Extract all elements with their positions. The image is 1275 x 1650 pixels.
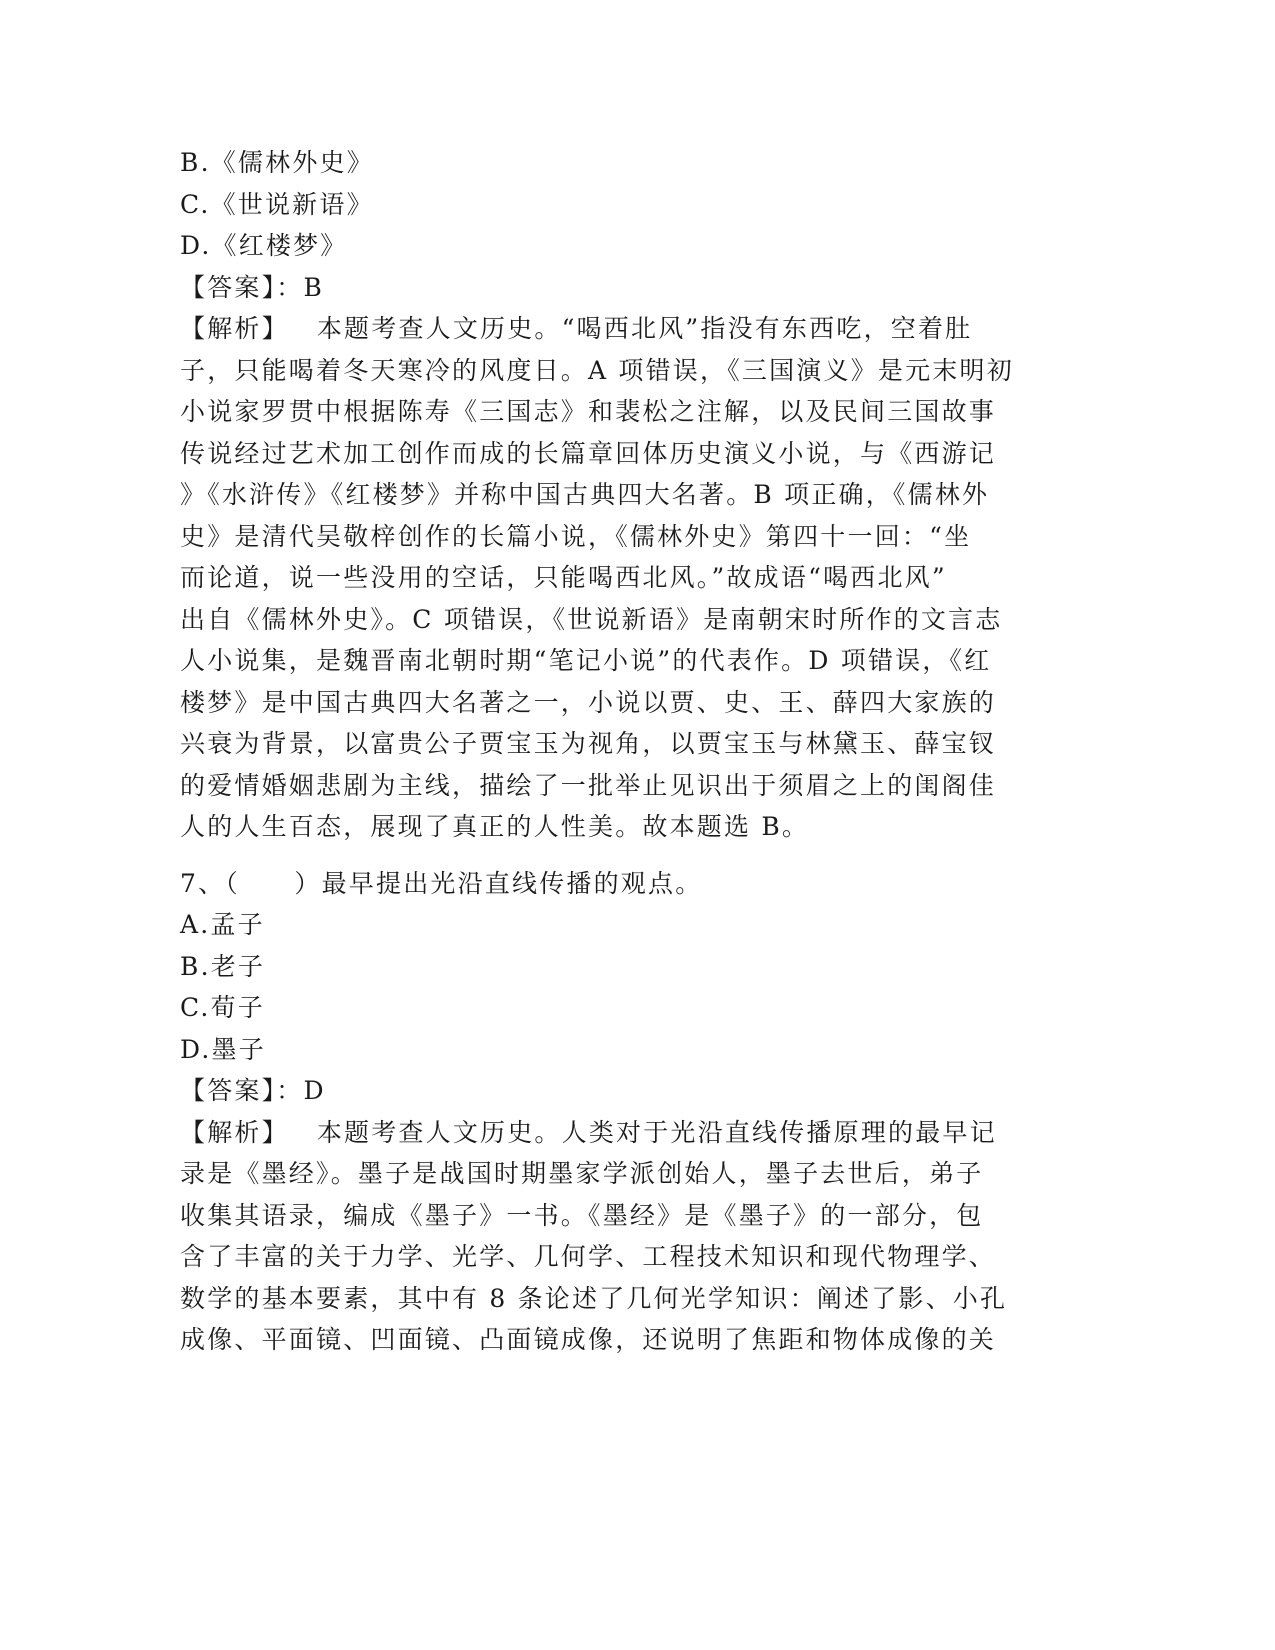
analysis-line: 出自《儒林外史》。C 项错误，《世说新语》是南朝宋时所作的文言志	[180, 604, 1003, 634]
analysis-line: 子，只能喝着冬天寒冷的风度日。A 项错误，《三国演义》是元末明初	[180, 355, 1014, 385]
question-stem: 7、（ ）最早提出光沿直线传播的观点。	[180, 868, 703, 898]
question-spacer	[180, 848, 1030, 863]
analysis-label: 【解析】	[180, 314, 289, 343]
analysis-line: 人的人生百态，展现了真正的人性美。故本题选 B。	[180, 812, 810, 841]
analysis-line: 收集其语录，编成《墨子》一书。《墨经》是《墨子》的一部分，包	[180, 1200, 984, 1230]
option-b: B.老子	[180, 951, 266, 981]
analysis-line: 小说家罗贯中根据陈寿《三国志》和裴松之注解，以及民间三国故事	[180, 397, 997, 426]
answer-line: 【答案】：B	[180, 272, 325, 302]
option-d: D.《红楼梦》	[180, 231, 348, 260]
analysis-first-line	[180, 308, 1030, 350]
analysis-label: 【解析】	[180, 1117, 289, 1147]
option-d: D.墨子	[180, 1034, 266, 1064]
analysis-line: 》《水浒传》《红楼梦》并称中国古典四大名著。B 项正确，《儒林外	[180, 480, 990, 509]
analysis-text: 本题考查人文历史。人类对于光沿直线传播原理的最早记	[316, 1117, 997, 1147]
analysis-line: 而论道，说一些没用的空话，只能喝西北风。”故成语“喝西北风”	[180, 563, 947, 592]
analysis-line: 成像、平面镜、凹面镜、凸面镜成像，还说明了焦距和物体成像的关	[180, 1325, 997, 1354]
option-c: C.《世说新语》	[180, 189, 374, 219]
analysis-line: 史》是清代吴敬梓创作的长篇小说，《儒林外史》第四十一回：“坐	[180, 521, 972, 551]
analysis-line: 传说经过艺术加工创作而成的长篇章回体历史演义小说，与《西游记	[180, 438, 997, 468]
option-b: B.《儒林外史》	[180, 148, 374, 177]
analysis-first-line	[180, 1112, 1030, 1154]
analysis-line: 含了丰富的关于力学、光学、几何学、工程技术知识和现代物理学、	[180, 1242, 997, 1271]
question-7-block	[180, 863, 1030, 1361]
option-c: C.荀子	[180, 993, 265, 1022]
analysis-line: 兴衰为背景，以富贵公子贾宝玉为视角，以贾宝玉与林黛玉、薛宝钗	[180, 729, 997, 758]
analysis-text: 本题考查人文历史。“喝西北风”指没有东西吃，空着肚	[316, 314, 973, 343]
analysis-line: 人小说集，是魏晋南北朝时期“笔记小说”的代表作。D 项错误，《红	[180, 646, 992, 675]
option-a: A.孟子	[180, 910, 265, 939]
analysis-line: 数学的基本要素，其中有 8 条论述了几何光学知识：阐述了影、小孔	[180, 1283, 1008, 1313]
answer-line: 【答案】：D	[180, 1076, 326, 1105]
document-page	[180, 142, 1030, 1361]
analysis-line: 的爱情婚姻悲剧为主线，描绘了一批举止见识出于须眉之上的闺阁佳	[180, 770, 997, 800]
analysis-line: 录是《墨经》。墨子是战国时期墨家学派创始人，墨子去世后，弟子	[180, 1159, 984, 1188]
analysis-line: 楼梦》是中国古典四大名著之一，小说以贾、史、王、薛四大家族的	[180, 687, 997, 717]
question-6-block	[180, 142, 1030, 848]
